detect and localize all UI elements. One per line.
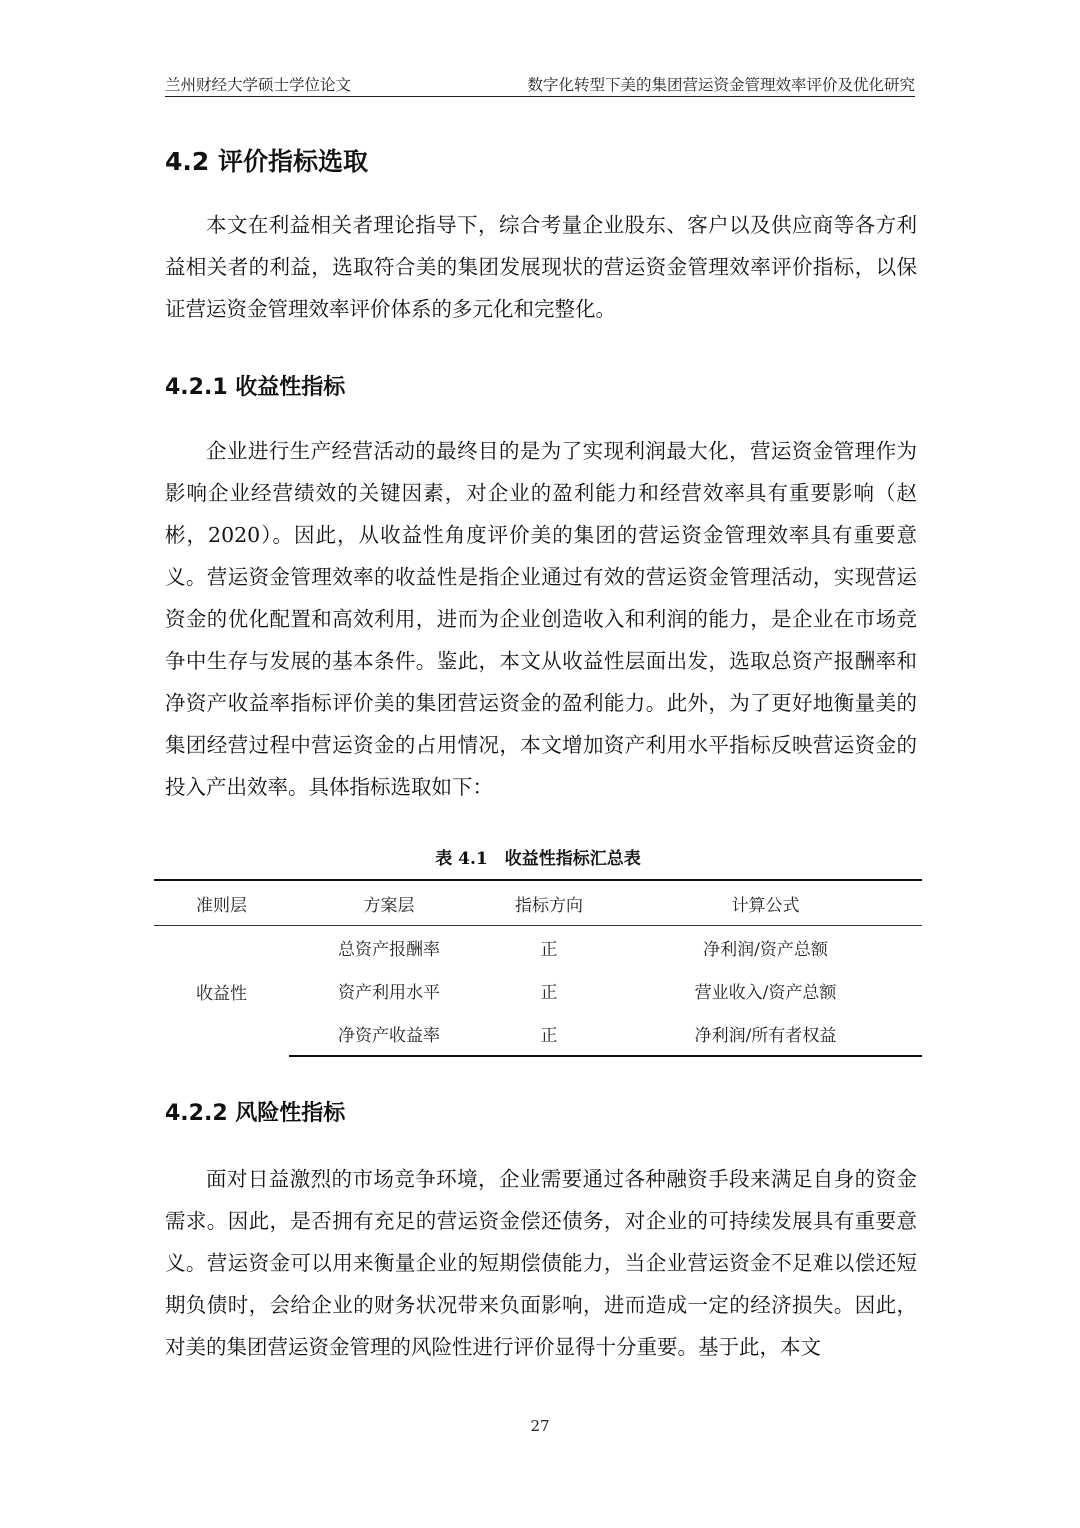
- running-header: [165, 74, 915, 97]
- subsection-title-profitability: 4.2.1 收益性指标: [165, 375, 346, 400]
- header-scheme: 方案层: [289, 880, 489, 926]
- scheme-cell: 总资产报酬率: [338, 940, 440, 960]
- header-criterion: 准则层: [154, 880, 289, 926]
- formula-cell: 营业收入/资产总额: [694, 983, 837, 1003]
- criterion-cell: 收益性: [196, 983, 247, 1004]
- risk-paragraph: 面对日益激烈的市场竞争环境，企业需要通过各种融资手段来满足自身的资金需求。因此，是否拥有充足的营运资金偿还债务，对企业的可持续发展具有重要意义。营运资金可以用来衡量企业的短期偿债能力，当企业营运资金不足难以偿还短期负债时，会给企业的财务状况带来负面影响，进而造成一定的经济损失。因此，对美的集团营运资金管理的风险性进行评价显得十分重要。基于此，本文: [165, 1167, 917, 1359]
- profitability-paragraph: 企业进行生产经营活动的最终目的是为了实现利润最大化，营运资金管理作为影响企业经营绩效的关键因素，对企业的盈利能力和经营效率具有重要影响（赵彬，2020）。因此，从收益性角度评价美的集团的营运资金管理效率具有重要意义。营运资金管理效率的收益性是指企业通过有效的营运资金管理活动，实现营运资金的优化配置和高效利用，进而为企业创造收入和利润的能力，是企业在市场竞争中生存与发展的基本条件。鉴此，本文从收益性层面出发，选取总资产报酬率和净资产收益率指标评价美的集团营运资金的盈利能力。此外，为了更好地衡量美的集团经营过程中营运资金的占用情况，本文增加资产利用水平指标反映营运资金的投入产出效率。具体指标选取如下：: [165, 439, 917, 799]
- direction-cell: 正: [540, 983, 558, 1003]
- page-number: 27: [530, 1417, 550, 1435]
- profitability-indicator-table: [154, 879, 922, 1057]
- section-intro-paragraph: 本文在利益相关者理论指导下，综合考量企业股东、客户以及供应商等各方利益相关者的利益，选取符合美的集团发展现状的营运资金管理效率评价指标，以保证营运资金管理效率评价体系的多元化和完整化。: [165, 213, 917, 321]
- scheme-cell: 资产利用水平: [338, 983, 440, 1003]
- header-thesis-title: 数字化转型下美的集团营运资金管理效率评价及优化研究: [527, 76, 915, 94]
- formula-cell: 净利润/资产总额: [703, 940, 828, 960]
- direction-cell: 正: [489, 1012, 609, 1056]
- table-row: [154, 926, 922, 970]
- header-formula: 计算公式: [609, 880, 922, 926]
- scheme-cell: 净资产收益率: [289, 1012, 489, 1056]
- direction-cell: 正: [540, 940, 558, 960]
- table-caption: 表 4.1 收益性指标汇总表: [435, 849, 641, 869]
- header-university: 兰州财经大学硕士学位论文: [165, 76, 352, 94]
- formula-cell: 净利润/所有者权益: [609, 1012, 922, 1056]
- subsection-title-risk: 4.2.2 风险性指标: [165, 1101, 346, 1126]
- header-direction: 指标方向: [489, 880, 609, 926]
- section-title: 4.2 评价指标选取: [165, 147, 368, 176]
- table-header-row: [154, 880, 922, 926]
